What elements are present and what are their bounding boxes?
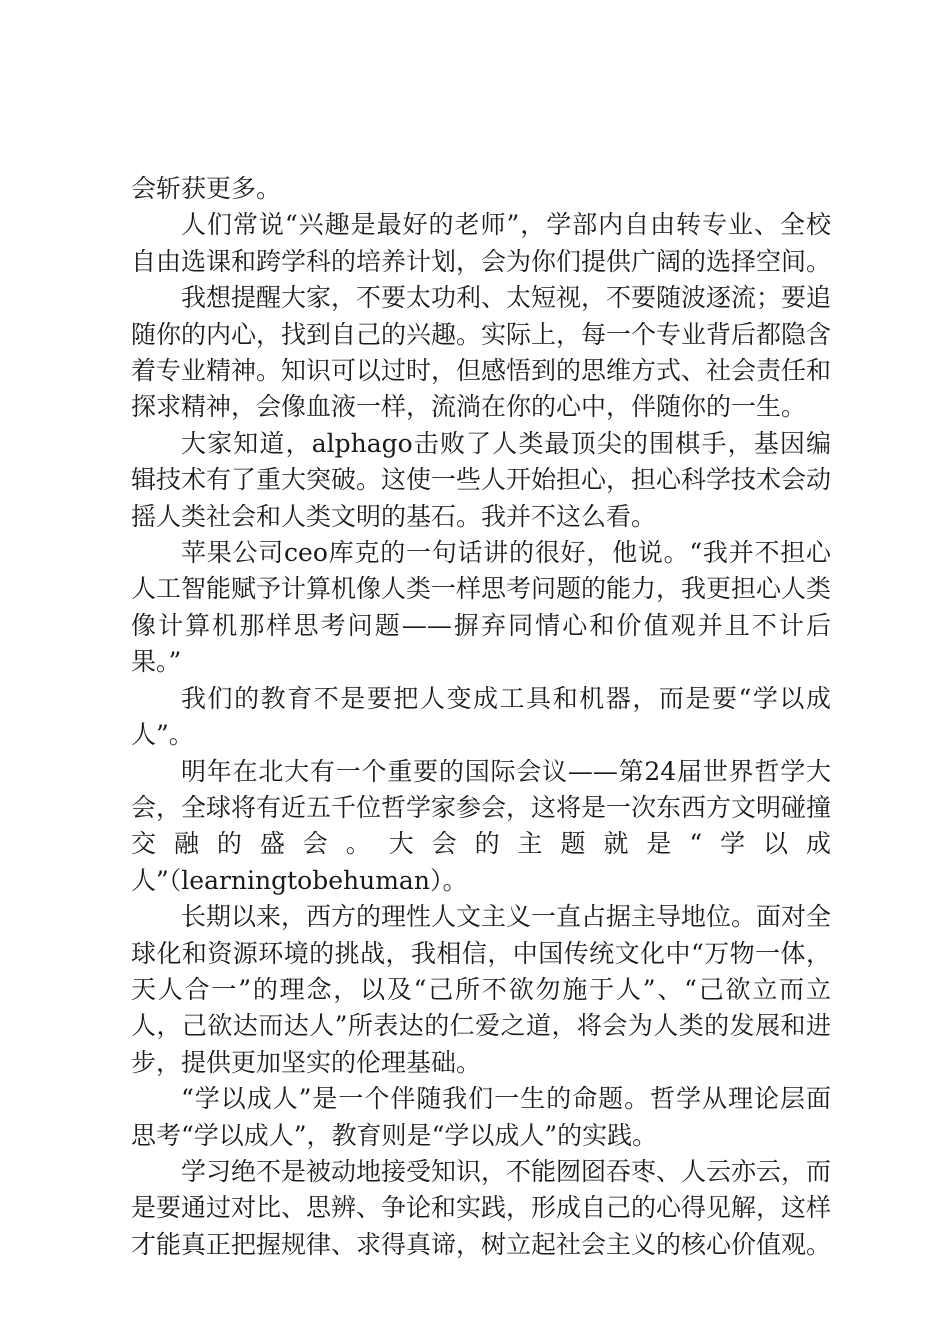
paragraph-apple-ceo: 苹果公司ceo库克的一句话讲的很好，他说。“我并不担心人工智能赋予计算机像人类一样思考问题的能力，我更担心人类像计算机那样思考问题——摒弃同情心和价值观并且不计后果。” (131, 538, 832, 677)
paragraph-world-philosophy: 明年在北大有一个重要的国际会议——第24届世界哲学大会，全球将有近五千位哲学家参会，这将是一次东西方文明碰撞交融的盛会。大会的主题就是“学以成人”（learningtobehuman）。 (131, 756, 832, 895)
body-text (131, 171, 831, 1263)
paragraph-active-learning: 学习绝不是被动地接受知识，不能囫囵吞枣、人云亦云，而是要通过对比、思辨、争论和实践，形成自己的心得见解，这样才能真正把握规律、求得真谛，树立起社会主义的核心价值观。 (131, 1156, 832, 1259)
paragraph-humanism: 长期以来，西方的理性人文主义一直占据主导地位。面对全球化和资源环境的挑战，我相信，中国传统文化中“万物一体，天人合一”的理念，以及“己所不欲勿施于人”、“己欲立而立人，己欲达而达人”所表达的仁爱之道，将会为人类的发展和进步，提供更加坚实的伦理基础。 (131, 902, 832, 1077)
paragraph-learning-to-be-human: “学以成人”是一个伴随我们一生的命题。哲学从理论层面思考“学以成人”，教育则是“学以成人”的实践。 (131, 1084, 831, 1150)
paragraph-alphago: 大家知道，alphago击败了人类最顶尖的围棋手，基因编辑技术有了重大突破。这使一些人开始担心，担心科学技术会动摇人类社会和人类文明的基石。我并不这么看。 (131, 428, 832, 531)
paragraph-education: 我们的教育不是要把人变成工具和机器，而是要“学以成人”。 (131, 683, 831, 750)
paragraph-follow-heart: 我想提醒大家，不要太功利、太短视，不要随波逐流；要追随你的内心，找到自己的兴趣。实际上，每一个专业背后都隐含着专业精神。知识可以过时，但感悟到的思维方式、社会责任和探求精神，会像血液一样，流淌在你的心中，伴随你的一生。 (131, 283, 832, 422)
paragraph-continuation: 会斩获更多。 (131, 174, 282, 203)
paragraph-interest: 人们常说“兴趣是最好的老师”，学部内自由转专业、全校自由选课和跨学科的培养计划，会为你们提供广阔的选择空间。 (131, 210, 832, 276)
